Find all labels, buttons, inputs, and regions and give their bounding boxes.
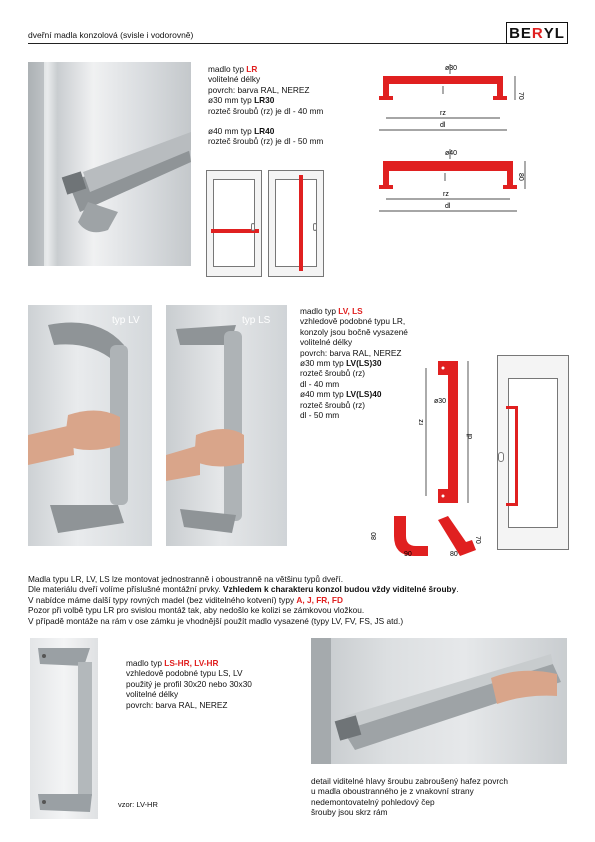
lr40-dimension-diagram	[375, 145, 535, 220]
note-3	[28, 595, 573, 605]
note-2-post: .	[456, 584, 459, 595]
lr30-dl-label: dl	[440, 122, 446, 129]
lr-l6-model: LR40	[254, 126, 275, 137]
lr-line-4	[208, 95, 378, 105]
hr-l1-pre: madlo typ	[126, 658, 165, 668]
photo-lv-hr-handle	[30, 638, 98, 819]
lv-line-5: povrch: barva RAL, NEREZ	[300, 347, 402, 358]
detail-line-2: u madla oboustranného je z vnakovní strany	[311, 786, 474, 797]
lv-profile2-height: 70	[474, 536, 481, 544]
lv-l9-pre: ø40 mm typ	[300, 389, 347, 400]
lv-hr-handle-illustration	[30, 638, 98, 819]
hr-line-2: vzhledově podobné typu LS, LV	[126, 668, 243, 679]
lr-line-7: rozteč šroubů (rz) je dl - 50 mm	[208, 136, 324, 147]
lv-line-2: vzhledově podobné typu LR,	[300, 316, 406, 327]
note-2	[28, 584, 573, 594]
door-sketch-horizontal	[206, 170, 262, 277]
lr-l6-pre: ø40 mm typ	[208, 126, 255, 137]
note-3-pre: V nabídce máme další typy rovných madel (bez viditelného kotvení) typy	[28, 594, 297, 605]
lr40-height-label: 80	[517, 173, 524, 181]
detail-description	[311, 776, 571, 818]
photo-detail-screw	[311, 638, 567, 764]
lv-handle-illustration	[28, 305, 152, 546]
lv-profile1-height: 80	[371, 532, 378, 540]
lv-dl-label: dl	[467, 433, 474, 439]
lv-line-1	[300, 306, 460, 316]
lv-line-8: dl - 40 mm	[300, 378, 340, 389]
lr30-diam-label: ø30	[445, 65, 458, 72]
hr-line-4: volitelné délky	[126, 689, 179, 700]
lv-l1-type: LV, LS	[338, 306, 363, 316]
lv-line-11: dl - 50 mm	[300, 410, 340, 421]
hr-line-1	[126, 658, 301, 668]
note-2-pre: Dle materiálu dveří volíme příslušné montážní prvky.	[28, 584, 223, 595]
brand-logo	[506, 22, 568, 44]
detail-line-3: nedemontovatelný pohledový čep	[311, 796, 435, 807]
note-2-bold: Vzhledem k charakteru konzol budou vždy viditelné šrouby	[222, 584, 457, 595]
note-5: V případě montáže na rám v ose zámku je vhodnější použít madlo vysazené (typy LV, FV, FS, JS atd.)	[28, 615, 404, 626]
photo-lv-handle	[28, 305, 152, 546]
photo-ls-label: typ LS	[242, 315, 271, 326]
page-title: dveřní madla konzolová (svisle i vodorovně)	[28, 30, 194, 40]
lr-l1-type: LR	[246, 64, 258, 74]
detail-line-4: šrouby jsou skrz rám	[311, 807, 388, 818]
lr-line-5: rozteč šroubů (rz) je dl - 40 mm	[208, 105, 324, 116]
lr30-rz-label: rz	[440, 110, 446, 117]
photo-lr-handle	[28, 62, 191, 266]
logo-suffix: YL	[543, 24, 565, 42]
hr-line-5: povrch: barva RAL, NEREZ	[126, 699, 228, 710]
lv-l1-pre: madlo typ	[300, 306, 339, 316]
lv-l6-pre: ø30 mm typ	[300, 358, 347, 369]
hr-l1-type: LS-HR, LV-HR	[164, 658, 219, 668]
lr-l4-model: LR30	[254, 95, 275, 106]
lv-line-10: rozteč šroubů (rz)	[300, 399, 366, 410]
lv-line-3: konzoly jsou bočně vysazené	[300, 326, 408, 337]
door-sketch-vertical	[268, 170, 324, 277]
photo-ls-handle	[166, 305, 287, 546]
lv-rz-label: rz	[418, 419, 425, 425]
lv-line-7: rozteč šroubů (rz)	[300, 368, 366, 379]
lr-line-6	[208, 126, 378, 136]
lr40-rz-label: rz	[443, 191, 449, 198]
lr-description	[208, 64, 378, 147]
note-1: Madla typu LR, LV, LS lze montovat jednostranně i oboustranně na většinu typů dveří.	[28, 574, 344, 584]
hr-caption: vzor: LV-HR	[118, 800, 158, 809]
lv-dimension-diagram	[410, 355, 480, 515]
lv-line-4: volitelné délky	[300, 337, 353, 348]
lr40-diam-label: ø40	[445, 150, 458, 157]
lr-line-3: povrch: barva RAL, NEREZ	[208, 84, 310, 95]
lv-l6-model: LV(LS)30	[346, 358, 382, 369]
lr30-height-label: 70	[517, 92, 524, 100]
lv-profile2-width: 80	[450, 551, 458, 558]
detail-illustration	[311, 638, 567, 764]
hr-description	[126, 658, 301, 710]
lv-profile1-width: 90	[404, 551, 412, 558]
lr-line-1	[208, 64, 378, 74]
detail-line-1: detail viditelné hlavy šroubu zabroušený hafez povrch	[311, 776, 508, 786]
lr-line-2: volitelné délky	[208, 74, 261, 85]
logo-prefix: BE	[509, 24, 532, 42]
lr-l1-pre: madlo typ	[208, 64, 247, 74]
header-divider	[28, 43, 568, 44]
lr40-dl-label: dl	[445, 203, 451, 210]
note-3-types: A, J, FR, FD	[296, 594, 343, 605]
lr-l4-pre: ø30 mm typ	[208, 95, 255, 106]
lr-handle-illustration	[28, 62, 191, 266]
door-sketch-lv	[497, 355, 569, 550]
notes-block	[28, 574, 573, 626]
lv-diam-label: ø30	[434, 398, 447, 405]
lv-profile-diagrams	[368, 510, 488, 560]
logo-accent: R	[531, 24, 544, 42]
photo-lv-label: typ LV	[112, 315, 140, 326]
lr30-dimension-diagram	[375, 60, 535, 135]
lv-l9-model: LV(LS)40	[346, 389, 382, 400]
hr-line-3: použitý je profil 30x20 nebo 30x30	[126, 678, 252, 689]
note-4: Pozor při volbě typu LR pro svislou montáž tak, aby nedošlo ke kolizi se zámkovou vložkou.	[28, 605, 365, 616]
ls-handle-illustration	[166, 305, 287, 546]
